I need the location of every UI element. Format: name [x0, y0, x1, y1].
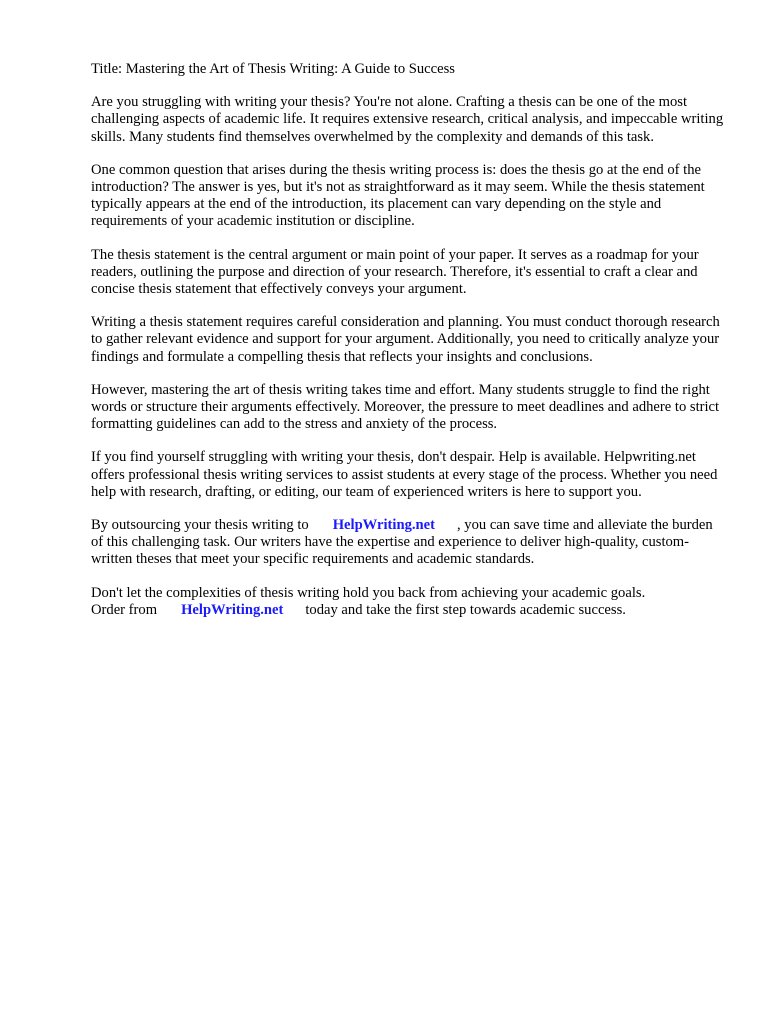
- order-helpwriting-link[interactable]: HelpWriting.net: [181, 601, 284, 618]
- outsourcing-text-after: , you can save time and alleviate the burden of this challenging task. Our writers have the expertise and experience to deliver high-quality, custom-written theses that meet your specific requirements and academic standards.: [91, 517, 713, 568]
- helpwriting-link[interactable]: HelpWriting.net: [332, 517, 435, 534]
- document-title: Title: Mastering the Art of Thesis Writing: A Guide to Success: [91, 61, 455, 77]
- closing-text-after: today and take the first step towards academic success.: [305, 601, 626, 618]
- paragraph-closing: [91, 585, 728, 619]
- paragraph-planning: Writing a thesis statement requires careful consideration and planning. You must conduct thorough research to gather relevant evidence and support for your argument. Additionally, you need to critically analyze your findings and formulate a compelling thesis that reflects your insights and conclusions.: [91, 314, 720, 365]
- paragraph-definition: The thesis statement is the central argument or main point of your paper. It serves as a roadmap for your readers, outlining the purpose and direction of your research. Therefore, it's essential to craft a clear and concise thesis statement that effectively conveys your argument.: [91, 246, 699, 298]
- outsourcing-text-before: By outsourcing your thesis writing to: [91, 517, 309, 534]
- closing-text-before: Order from: [91, 601, 158, 618]
- paragraph-help: If you find yourself struggling with writing your thesis, don't despair. Help is available. Helpwriting.net offers professional thesis writing services to assist students at every stage of the process. Whether you need help with research, drafting, or editing, our team of experienced writers is here to support you.: [91, 449, 718, 500]
- paragraph-outsourcing: [91, 517, 728, 569]
- closing-line: Don't let the complexities of thesis writing hold you back from achieving your academic goals.: [91, 584, 646, 601]
- paragraph-difficulty: However, mastering the art of thesis writing takes time and effort. Many students struggle to find the right words or structure their arguments effectively. Moreover, the pressure to meet deadlines and adhere to strict formatting guidelines can add to the stress and anxiety of the process.: [91, 381, 720, 433]
- paragraph-placement: One common question that arises during the thesis writing process is: does the thesis go at the end of the introduction? The answer is yes, but it's not as straightforward as it may seem. While the thesis statement typically appears at the end of the introduction, its placement can vary depending on the style and requirements of your academic institution or discipline.: [91, 161, 705, 230]
- paragraph-intro: Are you struggling with writing your thesis? You're not alone. Crafting a thesis can be one of the most challenging aspects of academic life. It requires extensive research, critical analysis, and impeccable writing skills. Many students find themselves overwhelmed by the complexity and demands of this task.: [91, 94, 724, 145]
